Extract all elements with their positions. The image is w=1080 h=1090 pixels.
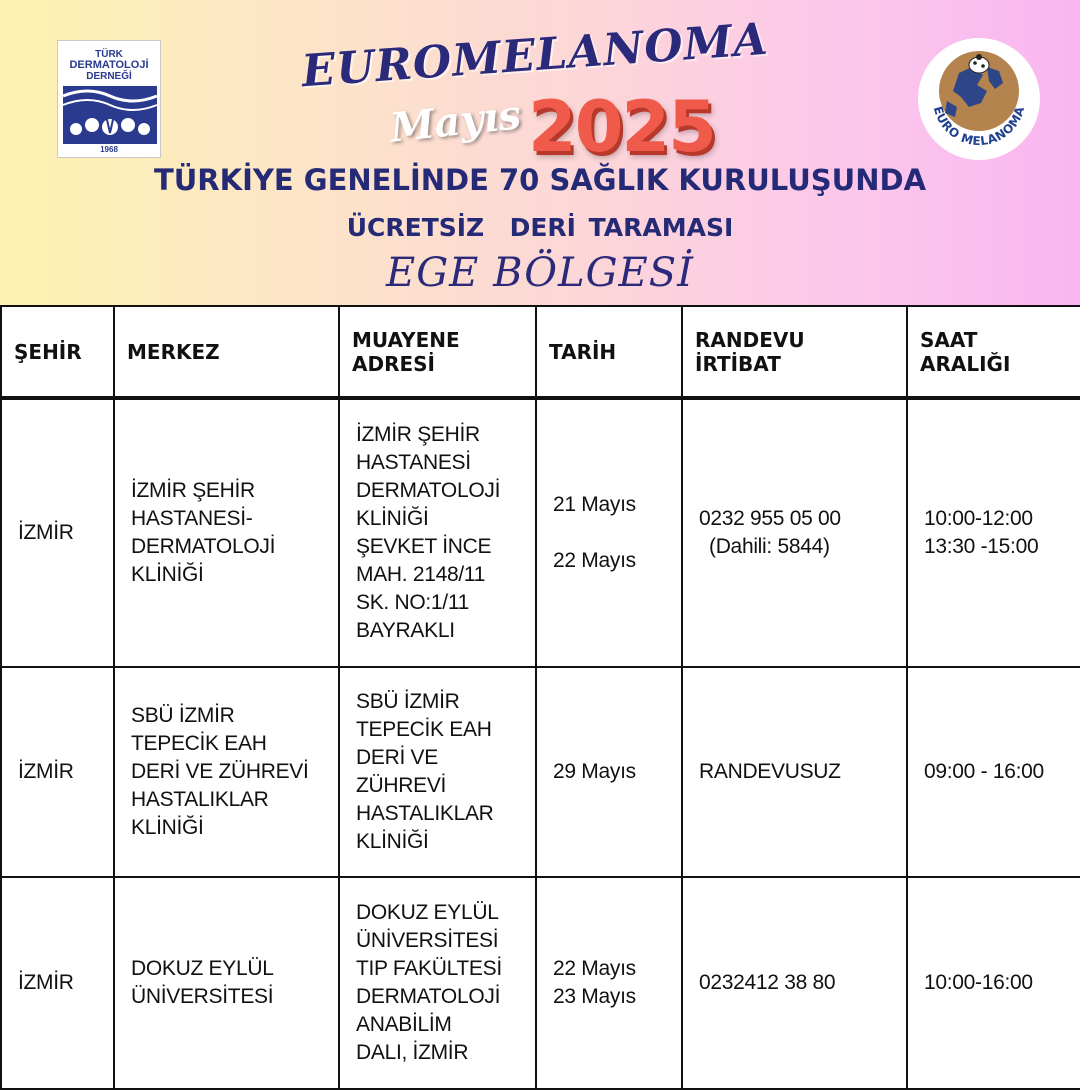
screening-table	[0, 305, 1080, 1090]
table-row	[1, 877, 1080, 1089]
cell-dates: 21 Mayıs 22 Mayıs	[536, 398, 682, 667]
table-row	[1, 667, 1080, 877]
subheadline: ÜCRETSİZ DERİ TARAMASI	[346, 213, 734, 242]
campaign-month: Mayıs	[387, 91, 524, 152]
column-header-date: TARİH	[536, 306, 682, 398]
euro-melanoma-logo	[917, 37, 1041, 161]
screening-table-wrapper	[0, 305, 1080, 1080]
cell-address: SBÜ İZMİR TEPECİK EAH DERİ VE ZÜHREVİ HASTALIKLAR KLİNİĞİ	[339, 667, 536, 877]
cell-address: DOKUZ EYLÜL ÜNİVERSİTESİ TIP FAKÜLTESİ DERMATOLOJİ ANABİLİM DALI, İZMİR	[339, 877, 536, 1089]
tdd-logo-line-1: TÜRK	[95, 49, 123, 60]
campaign-year: 2025	[528, 86, 715, 168]
cell-city: İZMİR	[1, 667, 114, 877]
campaign-title: EUROMELANOMA	[300, 13, 770, 98]
cell-dates: 29 Mayıs	[536, 667, 682, 877]
tdd-logo-line-2: DERMATOLOJİ	[69, 59, 149, 71]
table-header-row	[1, 306, 1080, 398]
cell-dates: 22 Mayıs 23 Mayıs	[536, 877, 682, 1089]
euro-melanoma-logo-text: EURO MELANOMA	[930, 104, 1028, 149]
cell-contact: 0232 955 05 00 (Dahili: 5844)	[682, 398, 907, 667]
cell-address: İZMİR ŞEHİR HASTANESİ DERMATOLOJİ KLİNİĞİ ŞEVKET İNCE MAH. 2148/11 SK. NO:1/11 BAYRAKLI	[339, 398, 536, 667]
cell-hours: 10:00-12:00 13:30 -15:00	[907, 398, 1080, 667]
column-header-address: MUAYENE ADRESİ	[339, 306, 536, 398]
cell-contact: RANDEVUSUZ	[682, 667, 907, 877]
cell-center: SBÜ İZMİR TEPECİK EAH DERİ VE ZÜHREVİ HASTALIKLAR KLİNİĞİ	[114, 667, 339, 877]
cell-city: İZMİR	[1, 877, 114, 1089]
tdd-logo-line-3: DERNEĞİ	[86, 71, 132, 82]
campaign-date	[380, 86, 720, 168]
turk-dermatoloji-dernegi-logo	[57, 40, 161, 158]
column-header-hours: SAAT ARALIĞI	[907, 306, 1080, 398]
cell-hours: 10:00-16:00	[907, 877, 1080, 1089]
tdd-logo-year: 1968	[100, 145, 118, 154]
cell-hours: 09:00 - 16:00	[907, 667, 1080, 877]
cell-center: İZMİR ŞEHİR HASTANESİ- DERMATOLOJİ KLİNİĞİ	[114, 398, 339, 667]
region-title: EGE BÖLGESİ	[386, 250, 694, 296]
tdd-logo-graphic-icon	[58, 41, 162, 159]
cell-city: İZMİR	[1, 398, 114, 667]
headline: TÜRKİYE GENELİNDE 70 SAĞLIK KURULUŞUNDA	[153, 163, 927, 197]
header-banner	[0, 0, 1080, 305]
column-header-city: ŞEHİR	[1, 306, 114, 398]
column-header-center: MERKEZ	[114, 306, 339, 398]
cell-contact: 0232412 38 80	[682, 877, 907, 1089]
cell-center: DOKUZ EYLÜL ÜNİVERSİTESİ	[114, 877, 339, 1089]
table-row	[1, 398, 1080, 667]
column-header-contact: RANDEVU İRTİBAT	[682, 306, 907, 398]
